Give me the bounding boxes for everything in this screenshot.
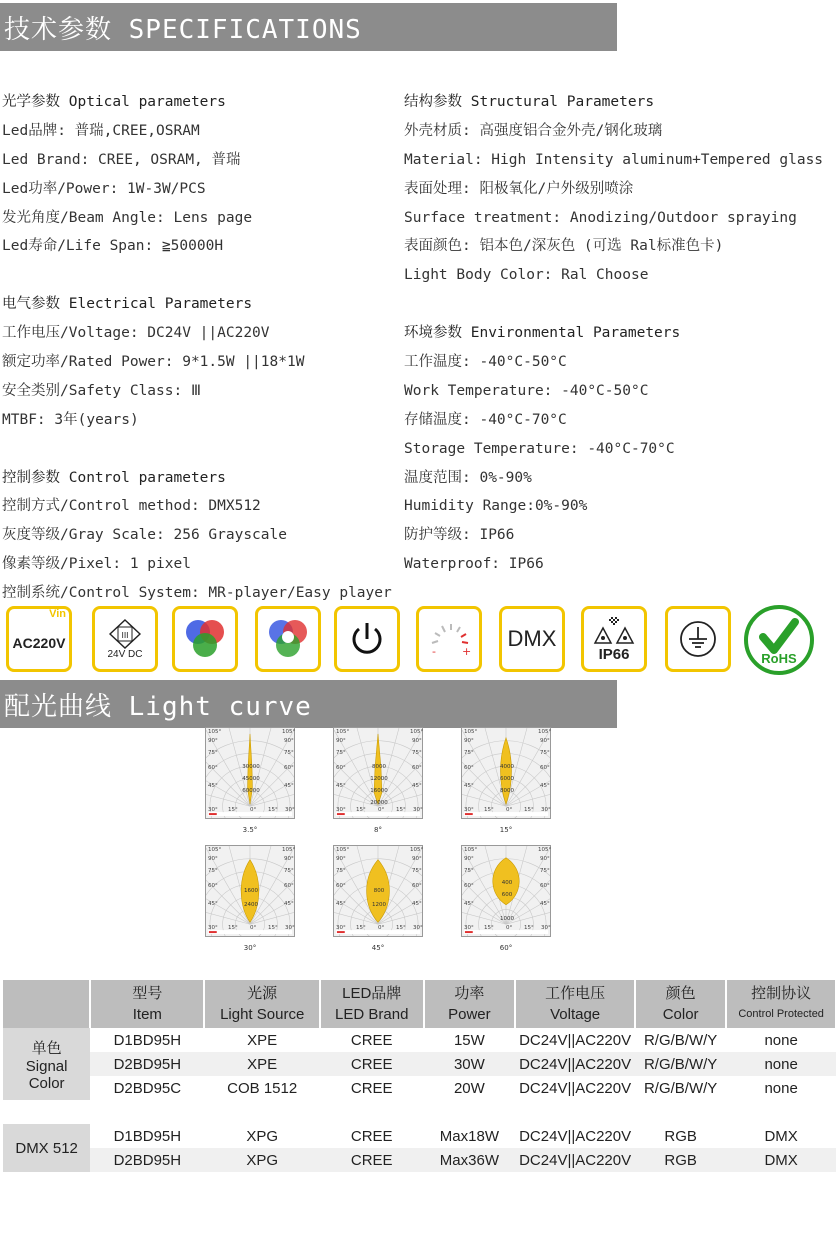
table-cell: R/G/B/W/Y <box>643 1055 718 1073</box>
table-cell: CREE <box>350 1079 393 1097</box>
polar-axis-label: 60° <box>412 765 422 771</box>
table-cell: 20W <box>453 1079 485 1097</box>
polar-chart <box>333 727 423 819</box>
polar-axis-label: 105° <box>410 729 424 735</box>
feature-icons-row <box>0 604 840 674</box>
polar-chart <box>461 727 551 819</box>
dmx-label: DMX <box>507 626 557 651</box>
polar-axis-label: 15° <box>484 925 494 931</box>
column-header-en: Light Source <box>220 1006 305 1023</box>
polar-axis-label: 75° <box>284 868 294 874</box>
table-cell: none <box>764 1055 798 1073</box>
group-label-line: Color <box>28 1074 65 1092</box>
spec-line: 防护等级: IP66 <box>404 527 515 544</box>
ground-icon <box>665 606 731 672</box>
rgb-icon <box>172 606 238 672</box>
curve-title: 配光曲线 Light curve <box>4 691 312 722</box>
column-header <box>204 980 319 1028</box>
power-switch-icon <box>334 606 400 672</box>
table-cell: R/G/B/W/Y <box>643 1031 718 1049</box>
polar-axis-label: 105° <box>410 847 424 853</box>
column-header-cn: 控制协议 <box>751 985 812 1002</box>
polar-axis-label: 30° <box>464 925 474 931</box>
polar-axis-label: 30° <box>413 807 423 813</box>
column-header-en: Item <box>132 1006 162 1023</box>
polar-chart <box>205 845 295 937</box>
polar-value-label: 1000 <box>500 916 514 922</box>
polar-value-label: 2400 <box>244 902 258 908</box>
polar-axis-label: 30° <box>208 807 218 813</box>
polar-axis-label: 60° <box>336 765 346 771</box>
group-label-line: 单色 <box>31 1039 62 1057</box>
spec-line: 表面处理: 阳极氧化/户外级别喷涂 <box>404 180 634 197</box>
table-cell: DC24V||AC220V <box>519 1127 632 1145</box>
polar-axis-label: 90° <box>464 856 474 862</box>
polar-axis-label: 90° <box>540 856 550 862</box>
dc-power-icon <box>92 606 158 672</box>
dmx-icon <box>499 606 565 672</box>
table-cell: D2BD95H <box>113 1151 182 1169</box>
table-cell: none <box>764 1031 798 1049</box>
table-cell: XPG <box>246 1151 279 1169</box>
spec-line: 存储温度: -40°C-70°C <box>404 411 567 428</box>
dimming-icon <box>416 606 482 672</box>
beam-angle-label: 60° <box>499 944 513 952</box>
polar-axis-label: 75° <box>412 868 422 874</box>
spec-line: Surface treatment: Anodizing/Outdoor spraying <box>404 209 797 226</box>
polar-axis-label: 15° <box>396 925 406 931</box>
table-cell: CREE <box>350 1151 393 1169</box>
polar-axis-label: 45° <box>336 783 346 789</box>
spec-line: 控制系统/Control System: MR-player/Easy player <box>2 585 392 602</box>
spec-line: 灰度等级/Gray Scale: 256 Grayscale <box>2 527 287 544</box>
table-cell: XPE <box>247 1055 278 1073</box>
polar-axis-label: 15° <box>484 807 494 813</box>
table-cell: Max18W <box>439 1127 499 1145</box>
polar-axis-label: 75° <box>284 750 294 756</box>
polar-chart <box>333 845 423 937</box>
polar-value-label: 12000 <box>370 776 388 782</box>
spec-line: Work Temperature: -40°C-50°C <box>404 382 649 399</box>
table-cell: CREE <box>350 1127 393 1145</box>
spec-line: 控制方式/Control method: DMX512 <box>2 498 261 515</box>
polar-axis-label: 0° <box>250 807 257 813</box>
polar-value-label: 600 <box>501 892 513 898</box>
table-row <box>3 1028 836 1052</box>
polar-axis-label: 45° <box>412 783 422 789</box>
polar-value-label: 6000 <box>500 776 514 782</box>
polar-axis-label: 90° <box>540 738 550 744</box>
beam-angle-label: 8° <box>374 826 382 834</box>
polar-chart <box>205 727 295 819</box>
polar-axis-label: 60° <box>336 883 346 889</box>
polar-value-label: 4000 <box>500 764 514 770</box>
spec-line: 外壳材质: 高强度铝合金外壳/钢化玻璃 <box>404 122 663 139</box>
polar-axis-label: 60° <box>412 883 422 889</box>
spec-line: 温度范围: 0%-90% <box>404 469 532 486</box>
table-header-row <box>3 980 836 1028</box>
polar-axis-label: 90° <box>284 856 294 862</box>
product-table <box>3 980 837 1172</box>
table-spacer <box>3 1100 836 1124</box>
beam-angle-label: 15° <box>499 826 513 834</box>
polar-axis-label: 75° <box>464 868 474 874</box>
svg-text:+: + <box>462 645 472 658</box>
table-cell: CREE <box>350 1031 393 1049</box>
polar-axis-label: 15° <box>228 807 238 813</box>
polar-axis-label: 105° <box>208 729 222 735</box>
column-header <box>635 980 726 1028</box>
polar-axis-label: 60° <box>284 883 294 889</box>
spec-section-title: 控制参数 Control parameters <box>2 469 226 486</box>
rgbw-icon <box>255 606 321 672</box>
polar-axis-label: 90° <box>208 856 218 862</box>
polar-axis-label: 30° <box>541 807 551 813</box>
polar-axis-label: 45° <box>464 783 474 789</box>
column-header <box>3 980 90 1028</box>
right-spec-column <box>404 88 834 579</box>
polar-axis-label: 90° <box>412 856 422 862</box>
spec-line: 工作电压/Voltage: DC24V ||AC220V <box>2 325 270 342</box>
polar-axis-label: 15° <box>524 925 534 931</box>
table-cell: DC24V||AC220V <box>519 1079 632 1097</box>
rohs-icon <box>743 604 815 676</box>
vin-label: Vin <box>49 608 66 620</box>
table-row <box>3 1124 836 1148</box>
column-header-cn: 光源 <box>247 985 278 1002</box>
waterproof-icon <box>592 616 636 646</box>
polar-axis-label: 105° <box>538 847 552 853</box>
polar-value-label: 8000 <box>372 764 386 770</box>
polar-axis-label: 60° <box>540 883 550 889</box>
polar-axis-label: 105° <box>208 847 222 853</box>
polar-axis-label: 60° <box>284 765 294 771</box>
polar-axis-label: 75° <box>208 750 218 756</box>
polar-axis-label: 30° <box>208 925 218 931</box>
polar-axis-label: 0° <box>378 925 385 931</box>
polar-value-label: 8000 <box>500 788 514 794</box>
column-header-cn: LED品牌 <box>342 985 402 1002</box>
beam-angle-label: 3.5° <box>242 826 258 834</box>
polar-axis-label: 75° <box>540 868 550 874</box>
polar-axis-label: 30° <box>336 925 346 931</box>
table-cell: D2BD95H <box>113 1055 182 1073</box>
polar-value-label: 400 <box>501 880 513 886</box>
polar-axis-label: 15° <box>268 925 278 931</box>
polar-axis-label: 75° <box>336 868 346 874</box>
column-header <box>90 980 204 1028</box>
polar-value-label: 60000 <box>242 788 260 794</box>
polar-axis-label: 15° <box>228 925 238 931</box>
polar-axis-label: 105° <box>336 729 350 735</box>
spec-line: Led Brand: CREE, OSRAM, 普瑞 <box>2 151 241 168</box>
polar-axis-label: 105° <box>282 729 296 735</box>
polar-axis-label: 75° <box>540 750 550 756</box>
spec-section-header <box>0 3 617 51</box>
polar-axis-label: 45° <box>208 901 218 907</box>
polar-axis-label: 90° <box>336 856 346 862</box>
polar-axis-label: 30° <box>285 807 295 813</box>
polar-value-label: 16000 <box>370 788 388 794</box>
dc-label: 24V DC <box>107 648 143 660</box>
table-cell: XPE <box>247 1031 278 1049</box>
polar-axis-label: 90° <box>336 738 346 744</box>
polar-value-label: 20000 <box>370 800 388 806</box>
polar-axis-label: 45° <box>540 783 550 789</box>
polar-axis-label: 45° <box>284 783 294 789</box>
polar-axis-label: 105° <box>282 847 296 853</box>
polar-axis-label: 45° <box>284 901 294 907</box>
polar-axis-label: 60° <box>208 883 218 889</box>
row-group-label <box>3 1028 90 1100</box>
polar-axis-label: 30° <box>413 925 423 931</box>
spec-line: 表面颜色: 铝本色/深灰色 (可选 Ral标准色卡) <box>404 238 724 255</box>
table-cell: DC24V||AC220V <box>519 1031 632 1049</box>
polar-axis-label: 30° <box>464 807 474 813</box>
polar-axis-label: 90° <box>208 738 218 744</box>
polar-value-label: 45000 <box>242 776 260 782</box>
ip-label: IP66 <box>598 645 630 663</box>
column-header <box>726 980 836 1028</box>
transformer-diamond-icon <box>108 619 142 649</box>
ac-label: AC220V <box>12 635 66 651</box>
polar-axis-label: 105° <box>336 847 350 853</box>
spec-line: 额定功率/Rated Power: 9*1.5W ||18*1W <box>2 354 305 371</box>
polar-axis-label: 15° <box>268 807 278 813</box>
polar-axis-label: 60° <box>540 765 550 771</box>
polar-axis-label: 75° <box>464 750 474 756</box>
polar-axis-label: 105° <box>538 729 552 735</box>
table-cell: D1BD95H <box>113 1031 182 1049</box>
table-cell: none <box>764 1079 798 1097</box>
polar-axis-label: 45° <box>464 901 474 907</box>
column-header <box>515 980 635 1028</box>
column-header-cn: 工作电压 <box>545 985 606 1002</box>
table-cell: Max36W <box>439 1151 499 1169</box>
polar-axis-label: 45° <box>540 901 550 907</box>
polar-axis-label: 15° <box>396 807 406 813</box>
spec-section-title: 光学参数 Optical parameters <box>2 94 226 110</box>
polar-axis-label: 0° <box>506 807 513 813</box>
spec-line: MTBF: 3年(years) <box>2 411 139 428</box>
table-row <box>3 1052 836 1076</box>
polar-axis-label: 30° <box>541 925 551 931</box>
table-cell: D2BD95C <box>113 1079 182 1097</box>
polar-axis-label: 15° <box>356 807 366 813</box>
polar-value-label: 1600 <box>244 888 258 894</box>
table-cell: DMX <box>764 1151 798 1169</box>
polar-chart <box>461 845 551 937</box>
table-cell: DMX <box>764 1127 798 1145</box>
rohs-label: RoHS <box>761 651 797 666</box>
polar-axis-label: 30° <box>285 925 295 931</box>
polar-axis-label: 0° <box>506 925 513 931</box>
table-cell: DC24V||AC220V <box>519 1055 632 1073</box>
polar-axis-label: 90° <box>284 738 294 744</box>
left-spec-column <box>2 88 432 608</box>
polar-axis-label: 60° <box>208 765 218 771</box>
table-cell: R/G/B/W/Y <box>643 1079 718 1097</box>
light-curve-section-header <box>0 680 617 728</box>
table-cell: D1BD95H <box>113 1127 182 1145</box>
polar-axis-label: 30° <box>336 807 346 813</box>
beam-angle-label: 45° <box>371 944 385 952</box>
svg-text:-: - <box>432 645 436 658</box>
table-cell: XPG <box>246 1127 279 1145</box>
spec-line: Storage Temperature: -40°C-70°C <box>404 440 675 457</box>
column-header-cn: 颜色 <box>665 985 696 1002</box>
table-cell: DC24V||AC220V <box>519 1151 632 1169</box>
ip66-icon <box>581 606 647 672</box>
column-header <box>320 980 424 1028</box>
column-header-en: Power <box>448 1006 491 1023</box>
spec-line: Led品牌: 普瑞,CREE,OSRAM <box>2 122 200 139</box>
column-header-cn: 功率 <box>454 985 485 1002</box>
polar-axis-label: 75° <box>412 750 422 756</box>
ac220v-icon <box>6 606 72 672</box>
polar-axis-label: 45° <box>208 783 218 789</box>
column-header-en: Control Protected <box>738 1008 824 1020</box>
polar-axis-label: 90° <box>464 738 474 744</box>
polar-axis-label: 0° <box>250 925 257 931</box>
polar-axis-label: 60° <box>464 883 474 889</box>
spec-line: Humidity Range:0%-90% <box>404 498 588 515</box>
column-header-en: LED Brand <box>335 1006 409 1023</box>
column-header-cn: 型号 <box>132 985 163 1002</box>
table-row <box>3 1148 836 1172</box>
polar-axis-label: 15° <box>524 807 534 813</box>
polar-axis-label: 105° <box>464 729 478 735</box>
spec-line: Material: High Intensity aluminum+Tempered glass <box>404 151 824 168</box>
polar-value-label: 800 <box>373 888 385 894</box>
table-row <box>3 1076 836 1100</box>
polar-value-label: 30000 <box>242 764 260 770</box>
spec-title: 技术参数 SPECIFICATIONS <box>4 14 362 45</box>
polar-axis-label: 60° <box>464 765 474 771</box>
column-header-en: Color <box>662 1006 699 1023</box>
spec-line: 安全类别/Safety Class: Ⅲ <box>2 382 201 399</box>
group-label-line: DMX 512 <box>15 1139 78 1157</box>
table-cell: 30W <box>453 1055 485 1073</box>
polar-axis-label: 75° <box>336 750 346 756</box>
beam-angle-label: 30° <box>243 944 257 952</box>
svg-text:III: III <box>121 630 129 640</box>
column-header <box>424 980 516 1028</box>
table-cell: 15W <box>453 1031 485 1049</box>
polar-axis-label: 15° <box>356 925 366 931</box>
table-cell: CREE <box>350 1055 393 1073</box>
spec-line: Light Body Color: Ral Choose <box>404 267 649 284</box>
spec-section-title: 电气参数 Electrical Parameters <box>2 296 253 313</box>
polar-axis-label: 105° <box>464 847 478 853</box>
spec-section-title: 环境参数 Environmental Parameters <box>404 325 681 342</box>
spec-line: 发光角度/Beam Angle: Lens page <box>2 209 253 226</box>
column-header-en: Voltage <box>550 1006 601 1023</box>
spec-line: Led功率/Power: 1W-3W/PCS <box>2 180 206 197</box>
table-cell: RGB <box>664 1127 697 1145</box>
spec-line: Waterproof: IP66 <box>404 556 544 573</box>
group-label-line: Signal <box>25 1057 68 1075</box>
spec-line: 像素等级/Pixel: 1 pixel <box>2 556 191 573</box>
polar-axis-label: 75° <box>208 868 218 874</box>
spec-section-title: 结构参数 Structural Parameters <box>404 94 655 110</box>
table-cell: RGB <box>664 1151 697 1169</box>
polar-value-label: 1200 <box>372 902 386 908</box>
row-group-label <box>3 1124 90 1172</box>
polar-axis-label: 90° <box>412 738 422 744</box>
polar-axis-label: 45° <box>336 901 346 907</box>
polar-axis-label: 0° <box>378 807 385 813</box>
polar-axis-label: 45° <box>412 901 422 907</box>
table-cell: COB 1512 <box>227 1079 298 1097</box>
spec-line: 工作温度: -40°C-50°C <box>404 354 567 371</box>
spec-line: Led寿命/Life Span: ≧50000H <box>2 238 224 255</box>
